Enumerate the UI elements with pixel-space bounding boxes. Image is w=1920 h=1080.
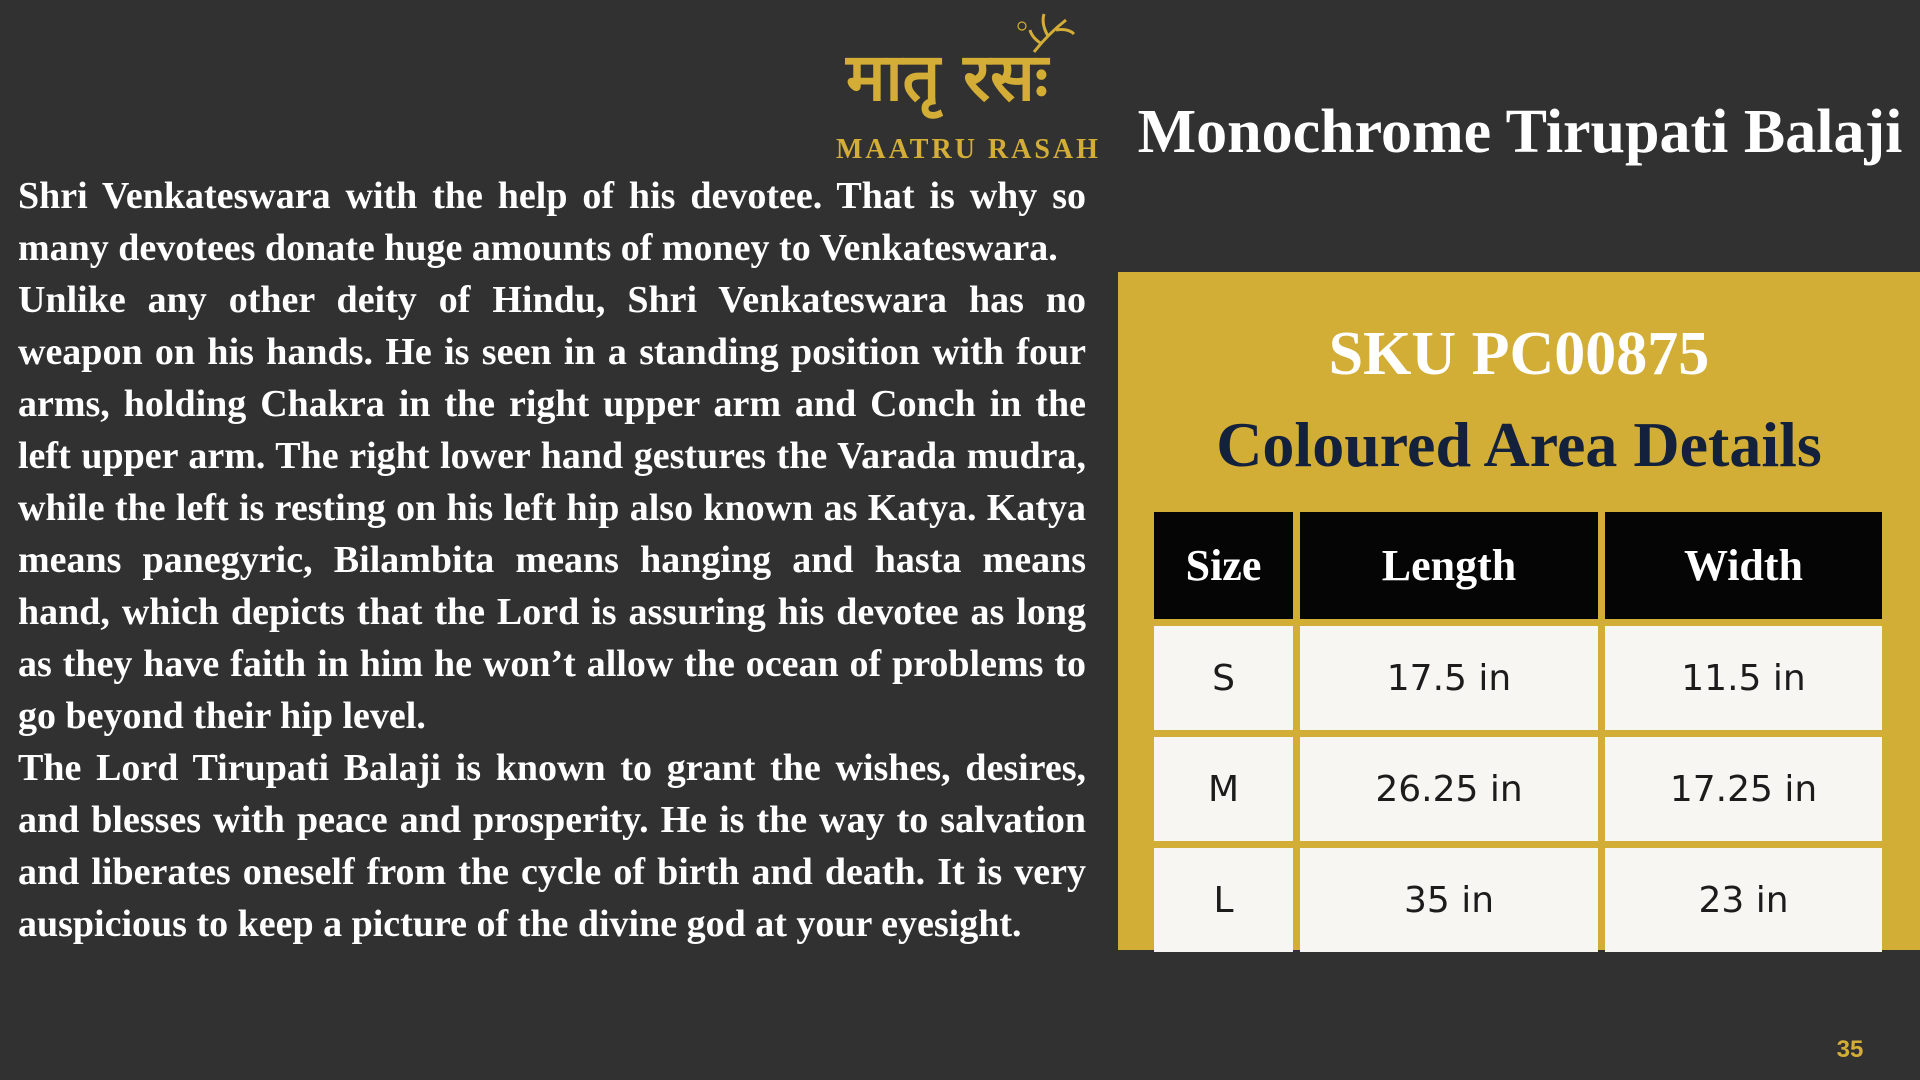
details-panel bbox=[1118, 272, 1920, 950]
header-width: Width bbox=[1605, 512, 1882, 619]
cell-width: 23 in bbox=[1605, 848, 1882, 952]
logo-devanagari: मातृ रसः bbox=[846, 39, 1049, 116]
header-length: Length bbox=[1300, 512, 1598, 619]
cell-width: 17.25 in bbox=[1605, 737, 1882, 841]
brand-logo bbox=[836, 12, 1101, 165]
sku-label: SKU PC00875 bbox=[1328, 320, 1710, 388]
logo-mark bbox=[836, 12, 1086, 132]
header-size: Size bbox=[1154, 512, 1293, 619]
cell-size: M bbox=[1154, 737, 1293, 841]
page-number: 35 bbox=[1836, 1036, 1864, 1063]
description-paragraph: The Lord Tirupati Balaji is known to grant the wishes, desires, and blesses with peace and prosperity. He is the way to salvation and liberates oneself from the cycle of birth and death. It is very auspicious to keep a picture of the divine god at your eyesight. bbox=[18, 747, 1086, 945]
cell-length: 26.25 in bbox=[1300, 737, 1598, 841]
cell-size: S bbox=[1154, 626, 1293, 730]
size-table bbox=[1147, 505, 1889, 959]
table-header-row bbox=[1154, 512, 1882, 619]
table-row bbox=[1154, 848, 1882, 952]
table-row bbox=[1154, 626, 1882, 730]
cell-size: L bbox=[1154, 848, 1293, 952]
description bbox=[18, 170, 1086, 950]
product-title: Monochrome Tirupati Balaji bbox=[1137, 98, 1903, 166]
area-heading: Coloured Area Details bbox=[1216, 409, 1822, 480]
description-paragraph: Shri Venkateswara with the help of his devotee. That is why so many devotees donate huge amounts of money to Venkateswara. bbox=[18, 175, 1086, 269]
registered-icon bbox=[1018, 22, 1026, 30]
cell-width: 11.5 in bbox=[1605, 626, 1882, 730]
cell-length: 17.5 in bbox=[1300, 626, 1598, 730]
logo-text: MAATRU RASAH bbox=[836, 134, 1101, 165]
cell-length: 35 in bbox=[1300, 848, 1598, 952]
table-row bbox=[1154, 737, 1882, 841]
description-paragraph: Unlike any other deity of Hindu, Shri Venkateswara has no weapon on his hands. He is seen in a standing position with four arms, holding Chakra in the right upper arm and Conch in the left upper arm. The right lower hand gestures the Varada mudra, while the left is resting on his left hip also known as Katya. Katya means panegyric, Bilambita means hanging and hasta means hand, which depicts that the Lord is assuring his devotee as long as they have faith in him he won’t allow the ocean of problems to go beyond their hip level. bbox=[18, 279, 1086, 737]
